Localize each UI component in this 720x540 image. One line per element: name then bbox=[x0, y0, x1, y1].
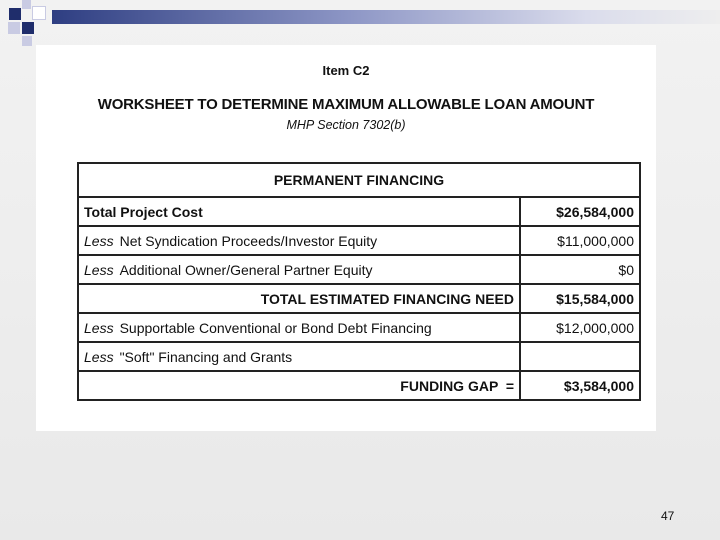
row-amount: $11,000,000 bbox=[520, 226, 640, 255]
row-label-cell bbox=[78, 255, 520, 284]
row-label: FUNDING GAP = bbox=[78, 371, 520, 400]
row-label: Additional Owner/General Partner Equity bbox=[119, 261, 373, 278]
row-label: Total Project Cost bbox=[78, 197, 520, 226]
decor-square bbox=[22, 36, 32, 46]
decor-square bbox=[9, 8, 21, 20]
row-label-cell bbox=[78, 226, 520, 255]
row-label: Supportable Conventional or Bond Debt Financing bbox=[119, 319, 432, 336]
less-prefix: Less bbox=[84, 232, 114, 249]
row-amount bbox=[520, 342, 640, 371]
financing-table bbox=[77, 162, 641, 401]
table-row bbox=[78, 371, 640, 400]
row-label: "Soft" Financing and Grants bbox=[119, 348, 293, 365]
table-row bbox=[78, 197, 640, 226]
page-number: 47 bbox=[661, 509, 675, 523]
table-row bbox=[78, 313, 640, 342]
table-row bbox=[78, 226, 640, 255]
decor-square bbox=[22, 22, 34, 34]
row-amount: $3,584,000 bbox=[520, 371, 640, 400]
decor-square bbox=[8, 22, 20, 34]
decor-square bbox=[22, 0, 31, 9]
item-label: Item C2 bbox=[322, 63, 370, 78]
row-amount: $0 bbox=[520, 255, 640, 284]
header-gradient-bar bbox=[52, 10, 720, 24]
table-row bbox=[78, 255, 640, 284]
decor-square bbox=[32, 6, 46, 20]
worksheet-subtitle: MHP Section 7302(b) bbox=[286, 118, 406, 132]
worksheet-title: WORKSHEET TO DETERMINE MAXIMUM ALLOWABLE LOAN AMOUNT bbox=[97, 96, 595, 113]
row-label: TOTAL ESTIMATED FINANCING NEED bbox=[78, 284, 520, 313]
row-amount: $12,000,000 bbox=[520, 313, 640, 342]
less-prefix: Less bbox=[84, 348, 114, 365]
row-amount: $15,584,000 bbox=[520, 284, 640, 313]
table-row bbox=[78, 284, 640, 313]
table-header-row bbox=[78, 163, 640, 197]
row-amount: $26,584,000 bbox=[520, 197, 640, 226]
table-row bbox=[78, 342, 640, 371]
less-prefix: Less bbox=[84, 261, 114, 278]
row-label-cell bbox=[78, 313, 520, 342]
less-prefix: Less bbox=[84, 319, 114, 336]
row-label: Net Syndication Proceeds/Investor Equity bbox=[119, 232, 378, 249]
row-label-cell bbox=[78, 342, 520, 371]
table-header: PERMANENT FINANCING bbox=[78, 163, 640, 197]
document-image bbox=[36, 45, 656, 431]
